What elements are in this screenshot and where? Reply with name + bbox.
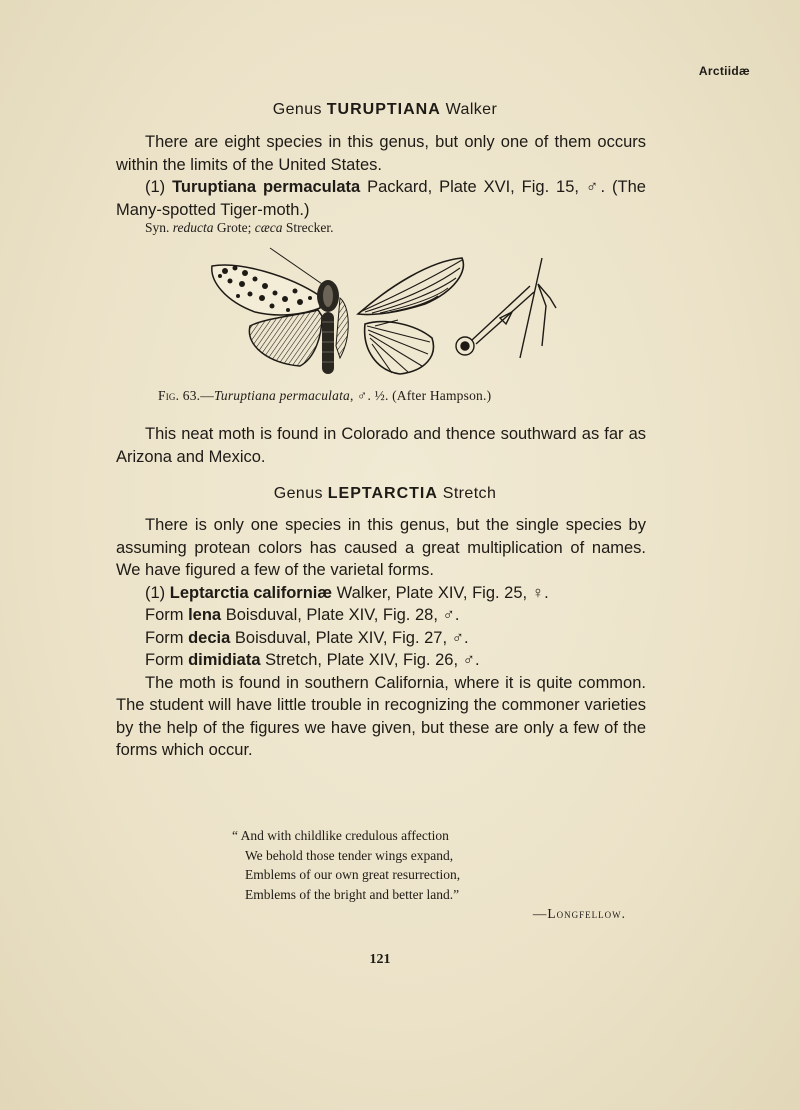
species-name: Turuptiana permaculata [172,178,361,196]
quote-line: Emblems of our own great resurrection, [245,867,461,882]
quote-line: Emblems of the bright and better land.” [245,886,460,902]
genus-heading-leptarctia [0,485,770,503]
figure-species: Turuptiana permaculata [213,388,350,403]
species-number: (1) [145,583,166,602]
running-head: Arctiidæ [698,64,750,78]
form-name: decia [188,628,231,647]
form-reference: Boisduval, Plate XIV, Fig. 28, ♂. [225,606,460,624]
hindwing-hatched [249,310,322,366]
hindwing-venation [365,320,434,374]
heading-prefix: Genus [272,101,322,118]
leg-detail [456,258,556,358]
species-entry [116,176,646,221]
form-name: lena [188,606,222,624]
page-number: 121 [369,952,391,967]
form-reference: Boisduval, Plate XIV, Fig. 27, ♂. [234,628,469,647]
intro-paragraph: There are eight species in this genus, but only one of them occurs within the limits of the United States. [116,133,646,174]
synonym-name: reducta [172,220,214,235]
species-reference: Walker, Plate XIV, Fig. 25, ♀. [336,583,549,602]
heading-author: Walker [445,101,498,118]
forewing-spotted [212,265,320,315]
form-reference: Stretch, Plate XIV, Fig. 26, ♂. [265,651,480,669]
synonym-author: Strecker. [285,220,334,235]
species-entry [116,582,646,605]
quote-attribution: —Longfellow. [532,906,626,921]
form-entry [116,627,646,650]
figure-caption: Fig. 63.—Turuptiana permaculata, ♂. ½. (After Hampson.) [158,388,492,403]
heading-author: Stretch [442,485,497,502]
moth-figure-illustration [200,246,580,386]
form-prefix: Form [145,606,184,624]
species-name: Leptarctia californiæ [169,583,333,602]
form-prefix: Form [145,628,184,647]
body-paragraph: The moth is found in southern California, where it is quite common. The student will have little trouble in recognizing the commoner varieties by the help of the figures we have given, but these are only a few of the forms which occur. [116,673,646,759]
quote-line: We behold those tender wings expand, [245,847,454,863]
quote-line: “ And with childlike credulous affection [232,828,449,843]
genus-heading-turuptiana [0,101,770,119]
forms-list [116,604,646,672]
turuptiana-intro-block [116,131,646,221]
heading-genus: TURUPTIANA [326,101,441,118]
epigraph-quote [232,826,632,924]
heading-prefix: Genus [273,485,323,502]
form-prefix: Form [145,651,184,669]
synonym-author: Grote; [216,220,252,235]
species-number: (1) [145,178,166,196]
form-entry [116,649,646,672]
figure-note: ♂. ½. (After Hampson.) [357,388,492,403]
turuptiana-body-block [116,423,646,468]
body-paragraph: This neat moth is found in Colorado and thence southward as far as Arizona and Mexico. [116,425,646,466]
heading-genus: LEPTARCTIA [327,485,438,502]
forewing-venation [358,258,463,315]
species-reference: Packard, Plate XVI, Fig. 15, ♂. (The Many-spotted Tiger-moth.) [116,178,646,219]
synonym-name: cæca [254,220,283,235]
form-entry [116,604,646,627]
intro-paragraph: There is only one species in this genus, but the single species by assuming protean colors has caused a great multiplication of names. We have figured a few of the varietal forms. [116,516,646,579]
syn-prefix: Syn. [145,220,170,235]
figure-label: Fig. 63. [158,388,201,403]
synonymy-line [145,220,334,236]
form-name: dimidiata [188,651,261,669]
leptarctia-block [116,514,646,762]
